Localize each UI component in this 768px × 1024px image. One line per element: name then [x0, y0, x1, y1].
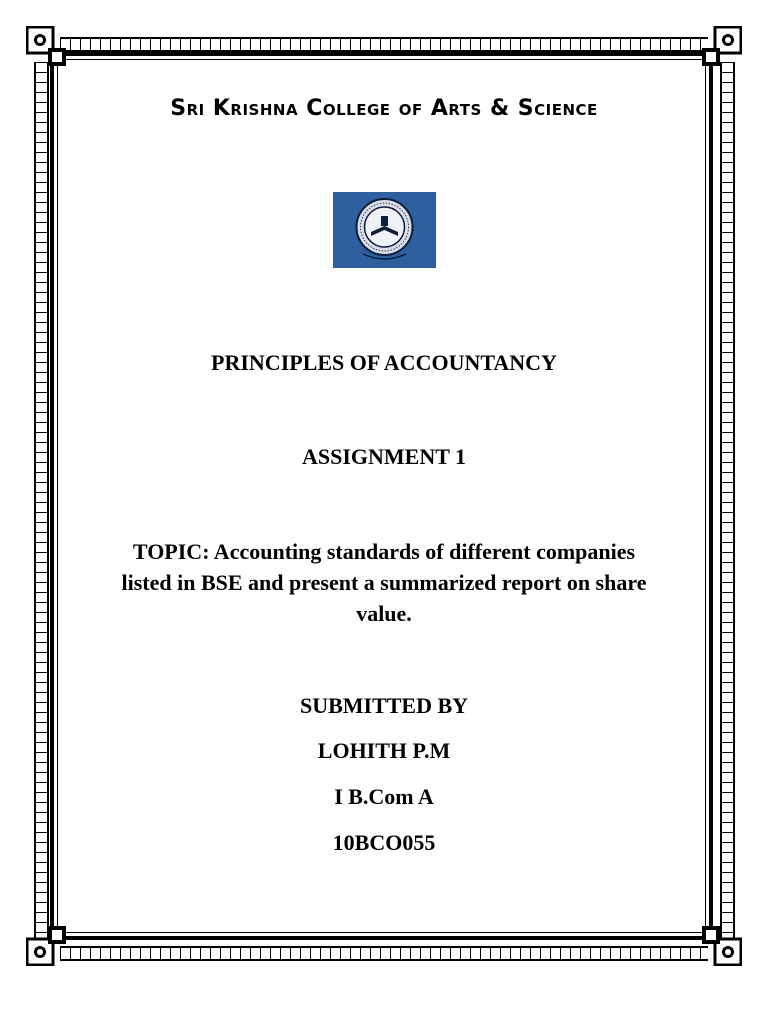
border-left: [34, 62, 49, 942]
college-logo: [333, 192, 436, 268]
border-right: [720, 62, 735, 942]
submitted-by-label: SUBMITTED BY: [299, 693, 469, 718]
college-name: Sri Krishna College of Arts & Science: [170, 96, 598, 121]
student-name: LOHITH P.M: [317, 738, 451, 763]
corner-ornament-top-left: [26, 26, 68, 68]
assignment-topic: TOPIC: Accounting standards of different companies listed in BSE and present a summarized report on share value.: [121, 539, 647, 626]
corner-ornament-bottom-left: [26, 924, 68, 966]
corner-ornament-top-right: [700, 26, 742, 68]
border-top: [60, 37, 708, 52]
assignment-number: ASSIGNMENT 1: [301, 444, 467, 469]
subject-title: PRINCIPLES OF ACCOUNTANCY: [211, 350, 557, 375]
corner-ornament-bottom-right: [700, 924, 742, 966]
student-class: I B.Com A: [334, 784, 434, 809]
roll-number: 10BCO055: [332, 830, 436, 855]
border-bottom: [60, 946, 708, 961]
